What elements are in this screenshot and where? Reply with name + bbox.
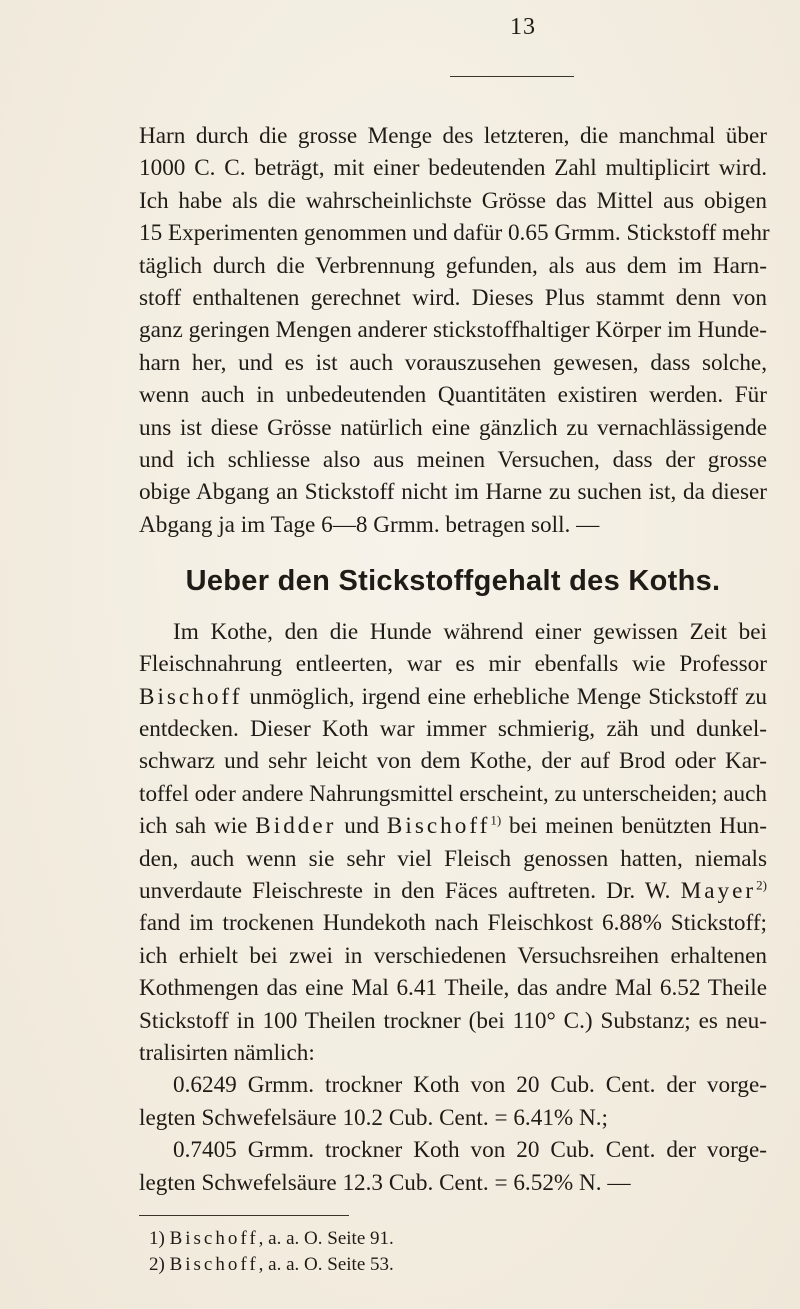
- text-line: den, auch wenn sie sehr viel Fleisch genossen hatten, niemals: [139, 845, 767, 872]
- text-line: Abgang ja im Tage 6—8 Grmm. betragen soll. —: [139, 511, 600, 538]
- footnote-rule: [139, 1215, 349, 1216]
- text-line: tralisirten nämlich:: [139, 1039, 315, 1066]
- text-line: Kothmengen das eine Mal 6.41 Theile, das andre Mal 6.52 Theile: [139, 975, 767, 1002]
- text-fragment: ich sah wie: [139, 813, 256, 840]
- text-line: legten Schwefelsäure 10.2 Cub. Cent. = 6.41% N.;: [139, 1104, 609, 1131]
- page-body: [139, 120, 770, 1278]
- text-line: Stickstoff in 100 Theilen trockner (bei 110° C.) Substanz; es neu-: [139, 1007, 767, 1034]
- text-line: [139, 681, 767, 713]
- text-line: fand im trockenen Hundekoth nach Fleischkost 6.88% Stickstoff;: [139, 910, 767, 937]
- header-rule: [450, 76, 574, 77]
- text-line: stoff enthaltenen gerechnet wird. Dieses Plus stammt denn von: [139, 285, 767, 312]
- text-line: uns ist diese Grösse natürlich eine gänzlich zu vernachlässigende: [139, 414, 767, 441]
- footnote-number: 2): [149, 1254, 165, 1275]
- text-line: Fleischnahrung entleerten, war es mir ebenfalls wie Professor: [139, 651, 767, 678]
- author-name: Bidder: [255, 813, 337, 840]
- text-fragment: unmöglich, irgend eine erhebliche Menge Stickstoff zu: [242, 683, 767, 710]
- text-fragment: bei meinen benützten Hun-: [501, 813, 767, 840]
- text-line: 0.6249 Grmm. trockner Koth von 20 Cub. Cent. der vorge-: [173, 1072, 767, 1099]
- text-line: legten Schwefelsäure 12.3 Cub. Cent. = 6.52% N. —: [139, 1169, 631, 1196]
- footnote: [139, 1252, 767, 1278]
- text-line: Harn durch die grosse Menge des letzteren, die manchmal über: [139, 123, 767, 149]
- paragraph-1: [139, 120, 770, 541]
- author-name: Bischoff: [386, 813, 491, 840]
- text-line: harn her, und es ist auch vorauszusehen gewesen, dass solche,: [139, 349, 767, 376]
- footnote-reference: , a. a. O. Seite 53.: [258, 1254, 394, 1275]
- text-line: 0.7405 Grmm. trockner Koth von 20 Cub. Cent. der vorge-: [173, 1137, 767, 1164]
- text-line: wenn auch in unbedeutenden Quantitäten existiren werden. Für: [139, 382, 767, 409]
- footnote-number: 1): [149, 1228, 165, 1249]
- paragraph-2: [139, 616, 767, 1199]
- section-heading: Ueber den Stickstoffgehalt des Koths.: [185, 565, 721, 598]
- text-line: 1000 C. C. beträgt, mit einer bedeutenden Zahl multiplicirt wird.: [139, 155, 767, 182]
- text-line: schwarz und sehr leicht von dem Kothe, der auf Brod oder Kar-: [139, 748, 767, 775]
- footnote: [139, 1226, 767, 1252]
- footnote-marker[interactable]: 2): [756, 877, 767, 893]
- author-name: Mayer: [680, 877, 757, 904]
- footnotes: [139, 1226, 767, 1278]
- author-name: Bischoff: [139, 683, 243, 710]
- text-line: Ich habe als die wahrscheinlichste Grösse das Mittel aus obigen: [139, 187, 767, 214]
- text-line: [139, 810, 767, 842]
- text-line: und ich schliesse also aus meinen Versuchen, dass der grosse: [139, 447, 767, 474]
- text-line: ganz geringen Mengen anderer stickstoffhaltiger Körper im Hunde-: [139, 317, 767, 344]
- text-line: Im Kothe, den die Hunde während einer gewissen Zeit bei: [173, 618, 767, 645]
- author-name: Bischoff: [169, 1254, 259, 1275]
- text-line: täglich durch die Verbrennung gefunden, als aus dem im Harn-: [139, 252, 767, 279]
- author-name: Bischoff: [169, 1228, 259, 1249]
- text-line: 15 Experimenten genommen und dafür 0.65 Grmm. Stickstoff mehr: [139, 220, 770, 247]
- text-line: ich erhielt bei zwei in verschiedenen Versuchsreihen erhaltenen: [139, 942, 767, 969]
- text-line: entdecken. Dieser Koth war immer schmierig, zäh und dunkel-: [139, 715, 767, 742]
- page-number: 13: [510, 14, 536, 40]
- text-fragment: unverdaute Fleischreste in den Fäces auftreten. Dr. W.: [139, 877, 681, 904]
- footnote-reference: , a. a. O. Seite 91.: [258, 1228, 394, 1249]
- text-fragment: und: [336, 813, 387, 840]
- text-line: obige Abgang an Stickstoff nicht im Harne zu suchen ist, da dieser: [139, 479, 767, 506]
- text-line: toffel oder andere Nahrungsmittel erscheint, zu unterscheiden; auch: [139, 780, 767, 807]
- text-line: [139, 875, 767, 907]
- footnote-marker[interactable]: 1): [490, 812, 502, 828]
